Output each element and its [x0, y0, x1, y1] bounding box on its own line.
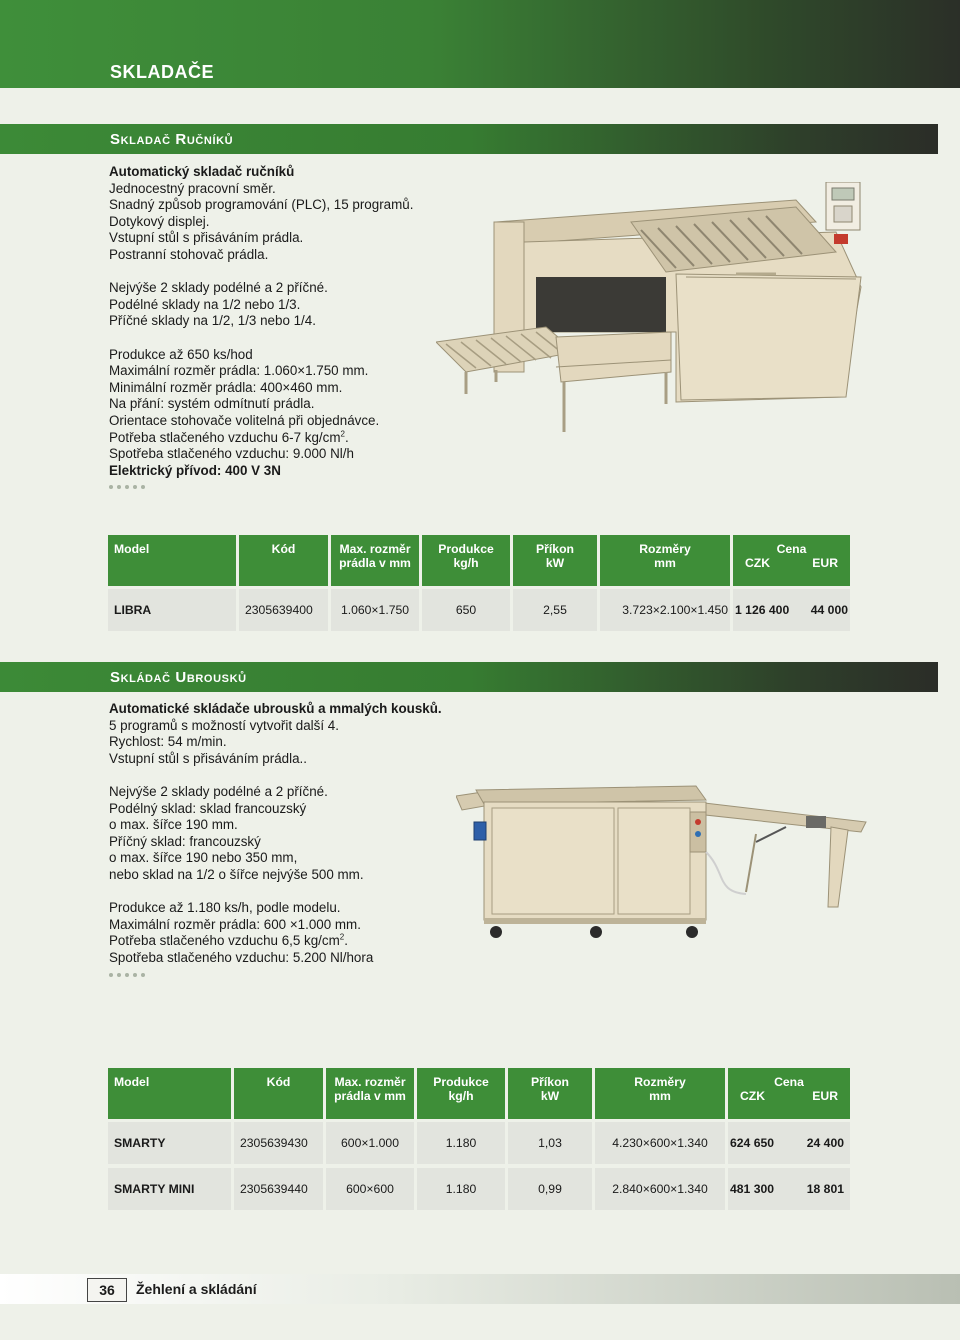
- section-heading: Skládač Ubrousků: [110, 669, 247, 686]
- text-line: Příčný sklad: francouzský: [109, 833, 261, 849]
- text-line: Jednocestný pracovní směr.: [109, 180, 276, 196]
- table-row: SMARTY 2305639430 600×1.000 1.180 1,03 4.230×600×1.340 624 650 24 400: [108, 1122, 850, 1164]
- text-line: Podélný sklad: sklad francouzský: [109, 800, 307, 816]
- section-bar-napkin-folder: [0, 662, 938, 692]
- text-line: Vstupní stůl s přisáváním prádla..: [109, 750, 307, 766]
- napkin-folder-machine-image: [456, 782, 874, 940]
- page-title: SKLADAČE: [110, 62, 215, 82]
- col-dimensions: Rozměry mm: [595, 1068, 725, 1119]
- text-line: 5 programů s možností vytvořit další 4.: [109, 717, 339, 733]
- text-line: Produkce až 650 ks/hod: [109, 346, 253, 362]
- air-consumption-line: Spotřeba stlačeného vzduchu: 9.000 Nl/h: [109, 446, 354, 462]
- text-line: Vstupní stůl s přisáváním prádla.: [109, 230, 304, 246]
- text-line: Postranní stohovač prádla.: [109, 246, 269, 262]
- text-line: Nejvýše 2 sklady podélné a 2 příčné.: [109, 783, 328, 799]
- section-heading: Skladač Ručníků: [110, 131, 234, 148]
- col-price: Cena CZK EUR: [733, 535, 850, 586]
- napkin-folder-table: [105, 1068, 853, 1210]
- col-power: Příkon kW: [513, 535, 597, 586]
- air-consumption-line: Spotřeba stlačeného vzduchu: 5.200 Nl/hora: [109, 949, 374, 965]
- towel-folder-machine-image: [436, 182, 870, 438]
- text-line: Podélné sklady na 1/2 nebo 1/3.: [109, 296, 301, 312]
- page-number: 36: [87, 1278, 127, 1302]
- text-line: Na přání: systém odmítnutí prádla.: [109, 396, 315, 412]
- text-line: Dotykový displej.: [109, 213, 210, 229]
- section-bar-towel-folder: [0, 124, 938, 154]
- col-price: Cena CZK EUR: [728, 1068, 850, 1119]
- text-line: Orientace stohovače volitelná při objednávce.: [109, 412, 380, 428]
- col-model: Model: [108, 1068, 231, 1119]
- col-size: Max. rozměr prádla v mm: [326, 1068, 414, 1119]
- text-line: Snadný způsob programování (PLC), 15 programů.: [109, 197, 414, 213]
- text-line: Maximální rozměr prádla: 1.060×1.750 mm.: [109, 363, 369, 379]
- text-line: Nejvýše 2 sklady podélné a 2 příčné.: [109, 280, 328, 296]
- text-line: o max. šířce 190 mm.: [109, 817, 238, 833]
- text-line: Produkce až 1.180 ks/h, podle modelu.: [109, 900, 341, 916]
- text-line: Minimální rozměr prádla: 400×460 mm.: [109, 379, 343, 395]
- decorative-dots: [109, 973, 442, 977]
- col-dimensions: Rozměry mm: [600, 535, 730, 586]
- footer-title: Žehlení a skládání: [136, 1281, 257, 1297]
- col-power: Příkon kW: [508, 1068, 592, 1119]
- col-model: Model: [108, 535, 236, 586]
- air-pressure-line: Potřeba stlačeného vzduchu 6,5 $kg/cm^2$.: [109, 932, 348, 949]
- text-line: Rychlost: 54 m/min.: [109, 734, 227, 750]
- text-line: nebo sklad na 1/2 o šířce nejvýše 500 mm.: [109, 866, 364, 882]
- top-banner: [0, 0, 960, 88]
- napkin-folder-description: [109, 701, 442, 977]
- text-line: Automatické skládače ubrousků a mmalých kousků.: [109, 701, 442, 716]
- text-line: Maximální rozměr prádla: 600 ×1.000 mm.: [109, 916, 361, 932]
- towel-folder-description: [109, 164, 413, 489]
- text-line: o max. šířce 190 nebo 350 mm,: [109, 850, 298, 866]
- table-row: SMARTY MINI 2305639440 600×600 1.180 0,99 2.840×600×1.340 481 300 18 801: [108, 1168, 850, 1210]
- col-code: Kód: [234, 1068, 323, 1119]
- col-production: Produkce kg/h: [417, 1068, 505, 1119]
- decorative-dots: [109, 485, 413, 489]
- table-row: LIBRA 2305639400 1.060×1.750 650 2,55 3.723×2.100×1.450 1 126 400 44 000: [108, 589, 850, 631]
- text-line: Příčné sklady na 1/2, 1/3 nebo 1/4.: [109, 313, 316, 329]
- power-supply-line: Elektrický přívod: 400 V 3N: [109, 462, 281, 478]
- towel-folder-table: [105, 535, 853, 631]
- col-code: Kód: [239, 535, 328, 586]
- col-production: Produkce kg/h: [422, 535, 510, 586]
- air-pressure-line: Potřeba stlačeného vzduchu 6-7 $kg/cm^2$.: [109, 429, 349, 445]
- text-line: Automatický skladač ručníků: [109, 164, 295, 179]
- col-size: Max. rozměr prádla v mm: [331, 535, 419, 586]
